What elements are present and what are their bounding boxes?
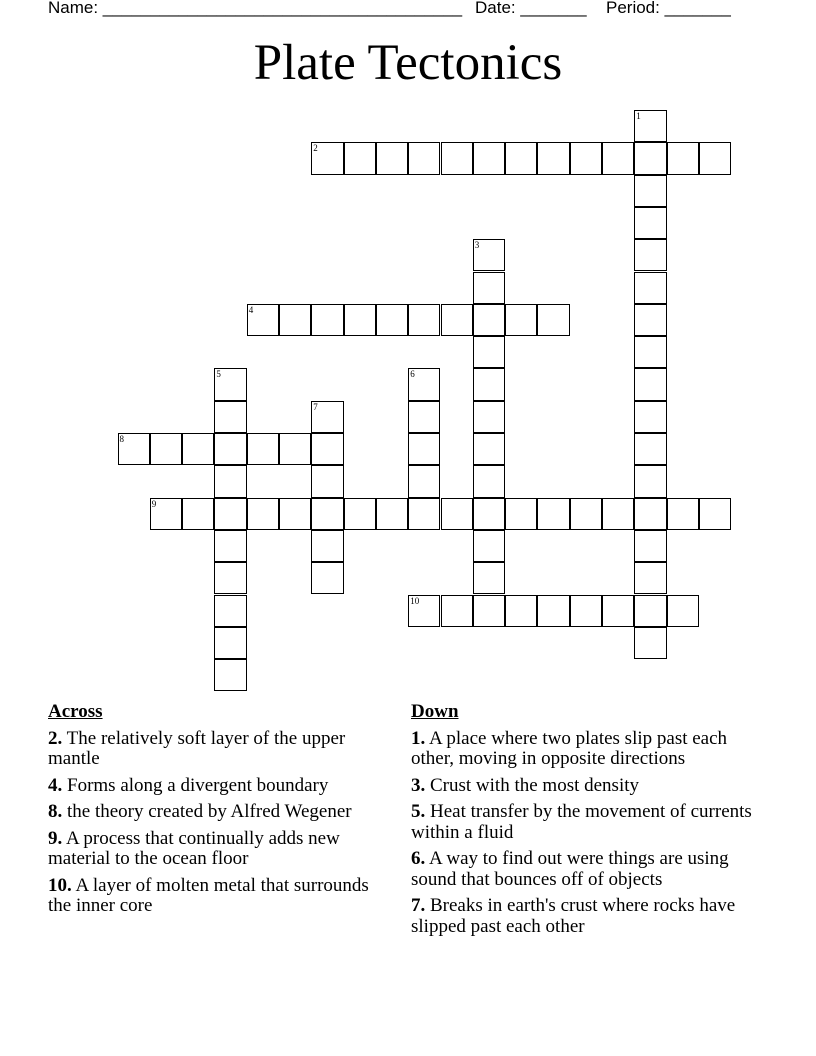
crossword-cell[interactable] [634, 562, 666, 594]
crossword-cell[interactable] [473, 368, 505, 400]
crossword-cell[interactable] [408, 595, 440, 627]
crossword-cell[interactable] [214, 595, 246, 627]
crossword-cell[interactable] [247, 498, 279, 530]
crossword-cell[interactable] [150, 498, 182, 530]
period-field[interactable]: Period: _______ [606, 0, 731, 17]
crossword-cell[interactable] [408, 142, 440, 174]
crossword-cell[interactable] [118, 433, 150, 465]
crossword-cell[interactable] [634, 272, 666, 304]
clue-text: A process that continually adds new material to the ocean floor [48, 827, 340, 869]
crossword-cell[interactable] [214, 368, 246, 400]
crossword-cell[interactable] [473, 304, 505, 336]
crossword-cell[interactable] [473, 498, 505, 530]
down-heading: Down [411, 701, 459, 722]
crossword-cell[interactable] [602, 498, 634, 530]
crossword-cell[interactable] [634, 110, 666, 142]
crossword-cell[interactable] [634, 336, 666, 368]
crossword-cell[interactable] [634, 465, 666, 497]
crossword-cell[interactable] [408, 433, 440, 465]
clue-text: A place where two plates slip past each other, moving in opposite directions [411, 727, 728, 769]
crossword-cell[interactable] [699, 498, 731, 530]
crossword-cell[interactable] [537, 498, 569, 530]
clue-number: 9. [48, 827, 63, 849]
crossword-cell[interactable] [182, 498, 214, 530]
crossword-cell[interactable] [570, 498, 602, 530]
crossword-cell[interactable] [537, 304, 569, 336]
crossword-cell[interactable] [247, 433, 279, 465]
crossword-cell[interactable] [505, 304, 537, 336]
across-clue [48, 829, 388, 870]
clue-text: A layer of molten metal that surrounds the inner core [48, 874, 369, 916]
clue-number: 4. [48, 774, 63, 796]
page-title: Plate Tectonics [253, 35, 563, 91]
crossword-cell[interactable] [376, 142, 408, 174]
clue-number: 5. [411, 801, 426, 822]
crossword-cell[interactable] [311, 498, 343, 530]
crossword-cell[interactable] [376, 498, 408, 530]
across-clue [48, 802, 388, 823]
crossword-cell[interactable] [473, 465, 505, 497]
crossword-cell[interactable] [311, 401, 343, 433]
crossword-cell[interactable] [279, 498, 311, 530]
crossword-cell[interactable] [408, 304, 440, 336]
crossword-cell[interactable] [441, 304, 473, 336]
clue-number: 10. [48, 874, 72, 896]
across-heading: Across [48, 701, 103, 722]
crossword-cell[interactable] [634, 530, 666, 562]
crossword-cell[interactable] [214, 530, 246, 562]
crossword-cell[interactable] [473, 433, 505, 465]
crossword-cell[interactable] [473, 272, 505, 304]
clue-text: Heat transfer by the movement of currents within a fluid [411, 801, 752, 843]
crossword-cell[interactable] [570, 142, 602, 174]
crossword-cell[interactable] [344, 304, 376, 336]
crossword-cell[interactable] [473, 401, 505, 433]
across-clue [48, 729, 388, 770]
crossword-cell[interactable] [634, 401, 666, 433]
crossword-cell[interactable] [182, 433, 214, 465]
across-clue [48, 876, 388, 917]
crossword-cell[interactable] [602, 142, 634, 174]
crossword-cell[interactable] [634, 142, 666, 174]
clue-text: The relatively soft layer of the upper mantle [48, 727, 346, 769]
clue-text: Breaks in earth's crust where rocks have slipped past each other [411, 895, 736, 937]
crossword-cell[interactable] [279, 433, 311, 465]
clue-text: Crust with the most density [425, 774, 639, 796]
down-clue [411, 729, 771, 770]
crossword-cell[interactable] [441, 595, 473, 627]
crossword-cell[interactable] [537, 595, 569, 627]
cell-number: 8 [119, 434, 124, 444]
clue-text: A way to find out were things are using sound that bounces off of objects [411, 848, 729, 890]
crossword-cell[interactable] [570, 595, 602, 627]
clue-number: 3. [411, 774, 426, 796]
crossword-cell[interactable] [505, 498, 537, 530]
crossword-cell[interactable] [376, 304, 408, 336]
clue-text: the theory created by Alfred Wegener [62, 801, 352, 822]
crossword-cell[interactable] [634, 595, 666, 627]
crossword-cell[interactable] [441, 142, 473, 174]
crossword-cell[interactable] [214, 659, 246, 691]
crossword-cell[interactable] [214, 401, 246, 433]
crossword-cell[interactable] [408, 465, 440, 497]
crossword-cell[interactable] [667, 595, 699, 627]
crossword-cell[interactable] [634, 498, 666, 530]
crossword-cell[interactable] [634, 175, 666, 207]
down-clue [411, 896, 771, 937]
crossword-cell[interactable] [667, 142, 699, 174]
down-clue [411, 802, 771, 843]
crossword-cell[interactable] [473, 562, 505, 594]
crossword-cell[interactable] [634, 239, 666, 271]
cell-number: 5 [216, 369, 221, 380]
crossword-cell[interactable] [634, 304, 666, 336]
crossword-cell[interactable] [408, 368, 440, 400]
crossword-cell[interactable] [634, 433, 666, 465]
clue-number: 1. [411, 727, 426, 749]
across-clue [48, 776, 388, 797]
clue-number: 7. [411, 895, 426, 916]
crossword-cell[interactable] [214, 465, 246, 497]
crossword-cell[interactable] [473, 336, 505, 368]
crossword-cell[interactable] [344, 498, 376, 530]
across-clues [48, 702, 388, 923]
crossword-cell[interactable] [214, 498, 246, 530]
cell-number: 10 [410, 595, 420, 606]
clue-number: 8. [48, 801, 63, 822]
crossword-cell[interactable] [311, 530, 343, 562]
crossword-cell[interactable] [214, 627, 246, 659]
crossword-cell[interactable] [311, 433, 343, 465]
cell-number: 6 [410, 369, 415, 380]
crossword-cell[interactable] [634, 627, 666, 659]
cell-number: 2 [313, 143, 318, 154]
cell-number: 9 [151, 498, 157, 509]
name-field[interactable]: Name: ______________________________________ [48, 0, 463, 17]
clue-number: 2. [48, 727, 63, 749]
crossword-cell[interactable] [505, 142, 537, 174]
crossword-cell[interactable] [311, 562, 343, 594]
down-clue [411, 849, 771, 890]
date-field[interactable]: Date: _______ [475, 0, 587, 17]
crossword-cell[interactable] [214, 562, 246, 594]
cell-number: 3 [474, 240, 480, 251]
crossword-cell[interactable] [537, 142, 569, 174]
crossword-cell[interactable] [214, 433, 246, 465]
crossword-cell[interactable] [473, 239, 505, 271]
crossword-cell[interactable] [473, 142, 505, 174]
down-clues [411, 702, 771, 943]
crossword-cell[interactable] [311, 304, 343, 336]
crossword-cell[interactable] [150, 433, 182, 465]
crossword-cell[interactable] [667, 498, 699, 530]
clue-text: Forms along a divergent boundary [62, 774, 329, 796]
crossword-cell[interactable] [473, 530, 505, 562]
crossword-cell[interactable] [311, 142, 343, 174]
crossword-cell[interactable] [634, 207, 666, 239]
crossword-cell[interactable] [634, 368, 666, 400]
cell-number: 4 [248, 304, 254, 315]
crossword-cell[interactable] [408, 401, 440, 433]
crossword-cell[interactable] [311, 465, 343, 497]
crossword-cell[interactable] [344, 142, 376, 174]
cell-number: 7 [313, 401, 318, 412]
crossword-cell[interactable] [602, 595, 634, 627]
clue-number: 6. [411, 848, 426, 869]
crossword-cell[interactable] [505, 595, 537, 627]
crossword-cell[interactable] [247, 304, 279, 336]
crossword-cell[interactable] [473, 595, 505, 627]
crossword-cell[interactable] [279, 304, 311, 336]
crossword-cell[interactable] [699, 142, 731, 174]
crossword-cell[interactable] [408, 498, 440, 530]
crossword-cell[interactable] [441, 498, 473, 530]
down-clue [411, 776, 771, 797]
cell-number: 1 [636, 111, 641, 121]
